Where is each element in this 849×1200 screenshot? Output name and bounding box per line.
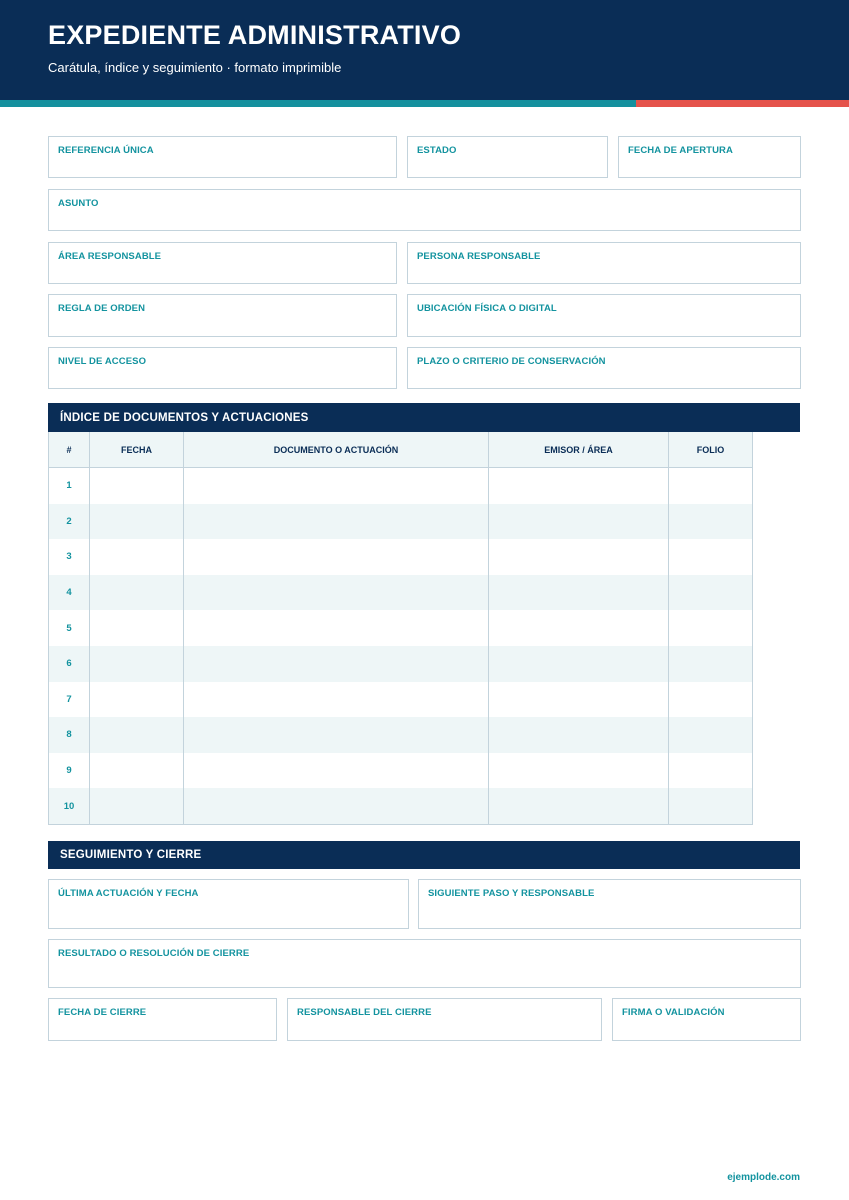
cell-documento[interactable] [184, 468, 489, 504]
cell-fecha[interactable] [90, 682, 184, 718]
cell-folio[interactable] [669, 717, 752, 753]
cell-fecha[interactable] [90, 717, 184, 753]
regla-orden-label: REGLA DE ORDEN [58, 303, 146, 314]
cell-emisor[interactable] [489, 610, 669, 646]
row-number: 10 [63, 800, 75, 812]
cell-emisor[interactable] [489, 468, 669, 504]
cell-num [49, 717, 90, 753]
cell-folio[interactable] [669, 504, 752, 540]
responsable-cierre-field[interactable] [287, 998, 602, 1041]
cell-folio[interactable] [669, 539, 752, 575]
row-number: 9 [66, 765, 72, 777]
table-header-row [49, 432, 752, 468]
page-title: EXPEDIENTE ADMINISTRATIVO [48, 20, 462, 50]
accent-stripe-red [636, 100, 849, 107]
nivel-acceso-label: NIVEL DE ACCESO [58, 356, 147, 367]
row-number: 1 [66, 480, 72, 492]
column-header-documento: DOCUMENTO O ACTUACIÓN [184, 432, 489, 467]
table-row [49, 788, 752, 824]
ultima-actuacion-label: ÚLTIMA ACTUACIÓN Y FECHA [58, 888, 199, 899]
firma-validacion-field[interactable] [612, 998, 801, 1041]
seguimiento-section-title: SEGUIMIENTO Y CIERRE [60, 849, 202, 861]
estado-label: ESTADO [417, 145, 457, 156]
area-responsable-label: ÁREA RESPONSABLE [58, 251, 162, 262]
cell-folio[interactable] [669, 753, 752, 789]
cell-emisor[interactable] [489, 753, 669, 789]
cell-fecha[interactable] [90, 753, 184, 789]
cell-num [49, 575, 90, 611]
cell-documento[interactable] [184, 575, 489, 611]
page-subtitle: Carátula, índice y seguimiento · formato imprimible [48, 60, 342, 75]
column-header-emisor: EMISOR / ÁREA [489, 432, 669, 467]
cell-num [49, 788, 90, 824]
referencia-label: REFERENCIA ÚNICA [58, 145, 154, 156]
table-row [49, 539, 752, 575]
table-row [49, 575, 752, 611]
cell-emisor[interactable] [489, 504, 669, 540]
resultado-cierre-label: RESULTADO O RESOLUCIÓN DE CIERRE [58, 948, 250, 959]
row-number: 2 [66, 515, 72, 527]
fecha-cierre-label: FECHA DE CIERRE [58, 1007, 147, 1018]
cell-fecha[interactable] [90, 539, 184, 575]
table-row [49, 504, 752, 540]
fecha-apertura-field[interactable] [618, 136, 801, 178]
persona-responsable-field[interactable] [407, 242, 801, 284]
row-number: 3 [66, 551, 72, 563]
cell-num [49, 646, 90, 682]
row-number: 8 [66, 729, 72, 741]
siguiente-paso-label: SIGUIENTE PASO Y RESPONSABLE [428, 888, 595, 899]
cell-documento[interactable] [184, 504, 489, 540]
cell-documento[interactable] [184, 788, 489, 824]
cell-fecha[interactable] [90, 646, 184, 682]
cell-folio[interactable] [669, 682, 752, 718]
cell-documento[interactable] [184, 717, 489, 753]
referencia-field[interactable] [48, 136, 397, 178]
cell-emisor[interactable] [489, 575, 669, 611]
cell-folio[interactable] [669, 575, 752, 611]
area-responsable-field[interactable] [48, 242, 397, 284]
resultado-cierre-field[interactable] [48, 939, 801, 988]
siguiente-paso-field[interactable] [418, 879, 801, 929]
cell-fecha[interactable] [90, 468, 184, 504]
asunto-label: ASUNTO [58, 198, 99, 209]
row-number: 4 [66, 587, 72, 599]
cell-emisor[interactable] [489, 788, 669, 824]
firma-validacion-label: FIRMA O VALIDACIÓN [622, 1007, 725, 1018]
ultima-actuacion-field[interactable] [48, 879, 409, 929]
cell-documento[interactable] [184, 646, 489, 682]
cell-num [49, 468, 90, 504]
row-number: 7 [66, 693, 72, 705]
indice-table [48, 432, 753, 825]
responsable-cierre-label: RESPONSABLE DEL CIERRE [297, 1007, 432, 1018]
page-header [0, 0, 849, 100]
regla-orden-field[interactable] [48, 294, 397, 337]
ubicacion-label: UBICACIÓN FÍSICA O DIGITAL [417, 303, 557, 314]
footer-link[interactable]: ejemplode.com [727, 1172, 800, 1183]
cell-folio[interactable] [669, 646, 752, 682]
ubicacion-field[interactable] [407, 294, 801, 337]
row-number: 6 [66, 658, 72, 670]
cell-documento[interactable] [184, 682, 489, 718]
cell-num [49, 682, 90, 718]
cell-fecha[interactable] [90, 788, 184, 824]
table-row [49, 753, 752, 789]
cell-emisor[interactable] [489, 717, 669, 753]
cell-emisor[interactable] [489, 539, 669, 575]
cell-num [49, 753, 90, 789]
nivel-acceso-field[interactable] [48, 347, 397, 389]
estado-field[interactable] [407, 136, 608, 178]
accent-stripe-teal [0, 100, 636, 107]
column-header-folio: FOLIO [696, 444, 725, 455]
column-header-fecha: FECHA [90, 432, 184, 467]
table-row [49, 682, 752, 718]
cell-documento[interactable] [184, 753, 489, 789]
cell-folio[interactable] [669, 610, 752, 646]
row-number: 5 [66, 622, 72, 634]
cell-fecha[interactable] [90, 575, 184, 611]
plazo-conservacion-field[interactable] [407, 347, 801, 389]
table-row [49, 646, 752, 682]
column-header-num: # [49, 432, 90, 467]
cell-documento[interactable] [184, 539, 489, 575]
cell-fecha[interactable] [90, 610, 184, 646]
cell-num [49, 610, 90, 646]
cell-fecha[interactable] [90, 504, 184, 540]
plazo-conservacion-label: PLAZO O CRITERIO DE CONSERVACIÓN [417, 356, 606, 367]
asunto-field[interactable] [48, 189, 801, 231]
fecha-cierre-field[interactable] [48, 998, 277, 1041]
table-row [49, 610, 752, 646]
indice-section-title: ÍNDICE DE DOCUMENTOS Y ACTUACIONES [60, 412, 309, 424]
cell-folio[interactable] [669, 468, 752, 504]
cell-folio[interactable] [669, 788, 752, 824]
cell-num [49, 539, 90, 575]
table-row [49, 468, 752, 504]
persona-responsable-label: PERSONA RESPONSABLE [417, 251, 541, 262]
seguimiento-section-header [48, 841, 800, 869]
cell-emisor[interactable] [489, 682, 669, 718]
cell-num [49, 504, 90, 540]
fecha-apertura-label: FECHA DE APERTURA [628, 145, 733, 156]
table-row [49, 717, 752, 753]
cell-emisor[interactable] [489, 646, 669, 682]
cell-documento[interactable] [184, 610, 489, 646]
indice-section-header [48, 403, 800, 432]
